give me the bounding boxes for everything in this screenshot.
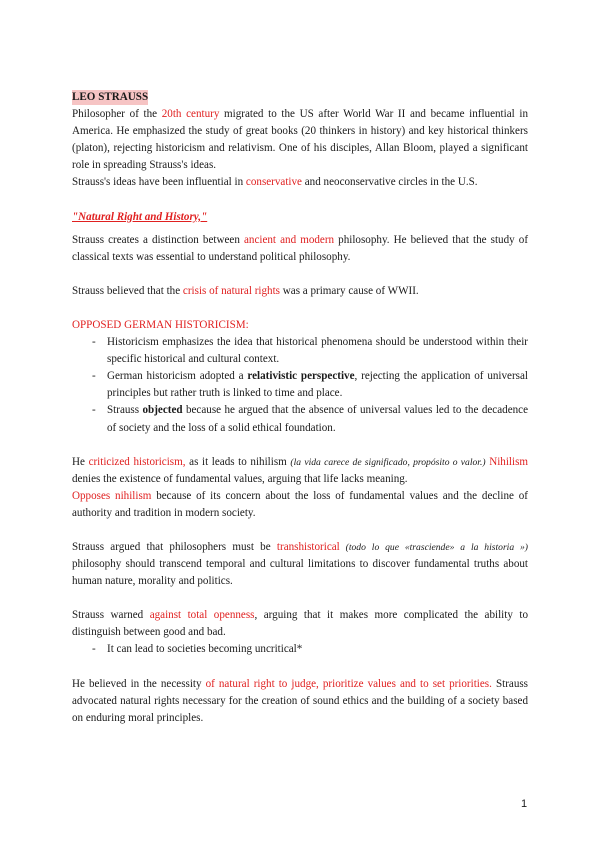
distinction-paragraph: Strauss creates a distinction between ancient and modern philosophy. He believed that the study of classical texts was essential to understand political philosophy. bbox=[72, 233, 529, 263]
book-subtitle: "Natural Right and History," bbox=[72, 210, 208, 223]
highlight-opposes-nihilism: Opposes nihilism bbox=[72, 489, 152, 502]
highlight-ancient-modern: ancient and modern bbox=[243, 233, 335, 246]
highlight-20th-century: 20th century bbox=[161, 108, 220, 121]
historicism-list bbox=[72, 334, 528, 437]
historicism-heading: OPPOSED GERMAN HISTORICISM: bbox=[72, 318, 249, 331]
highlight-criticized: criticized historicism, bbox=[88, 455, 186, 468]
list-item: - It can lead to societies becoming uncritical* bbox=[92, 641, 528, 658]
title-line bbox=[72, 89, 528, 106]
intro-paragraph: Philosopher of the 20th century migrated to the US after World War II and became influential in America. He emphasized the study of great books (20 thinkers in history) and key historical thinkers (platon), rejecting historicism and relativism. One of his disciples, Allan Bloom, played a significant role in spreading Strauss's ideas. bbox=[72, 108, 529, 172]
document-title: LEO STRAUSS bbox=[72, 91, 149, 103]
highlight-transhistorical: transhistorical bbox=[276, 540, 340, 553]
highlight-nihilism: Nihilism bbox=[485, 455, 529, 468]
opposes-nihilism-paragraph: Opposes nihilism because of its concern about the loss of fundamental values and the decline of authority and tradition in modern society. bbox=[72, 489, 528, 519]
nihilism-paragraph: He criticized historicism, as it leads to nihilism (la vida carece de significado, propósito o valor.) Nihilism denies the existence of fundamental values, arguing that life lacks meaning. bbox=[72, 455, 529, 485]
natural-right-paragraph: He believed in the necessity of natural right to judge, prioritize values and to set priorities. Strauss advocated natural rights necessary for the creation of sound ethics and the building of a society based on enduring moral principles. bbox=[72, 677, 529, 724]
highlight-conservative: conservative bbox=[245, 176, 302, 189]
highlight-openness: against total openness bbox=[149, 609, 255, 622]
document-body bbox=[72, 89, 528, 727]
transhistorical-paragraph: Strauss argued that philosophers must be transhistorical (todo lo que «trasciende» a la historia ») philosophy should transcend temporal and cultural limitations to discover fundamental truths about human nature, morality and politics. bbox=[72, 540, 528, 588]
openness-list bbox=[72, 641, 528, 658]
page-number: 1 bbox=[521, 798, 528, 810]
highlight-natural-right: of natural right to judge, prioritize values and to set priorities. bbox=[205, 677, 492, 690]
spanish-note: (la vida carece de significado, propósito o valor.) bbox=[290, 456, 486, 468]
crisis-paragraph: Strauss believed that the crisis of natural rights was a primary cause of WWII. bbox=[72, 284, 419, 297]
openness-paragraph: Strauss warned against total openness, arguing that it makes more complicated the ability to distinguish between good and bad. bbox=[72, 609, 529, 639]
spanish-note: (todo lo que «trasciende» a la historia ») bbox=[339, 541, 528, 553]
influence-paragraph: Strauss's ideas have been influential in conservative and neoconservative circles in the U.S. bbox=[72, 176, 478, 189]
list-item: - Strauss objected because he argued that the absence of universal values led to the decadence of society and the loss of a solid ethical foundation. bbox=[92, 402, 528, 436]
list-item: - Historicism emphasizes the idea that historical phenomena should be understood within their specific historical and cultural context. bbox=[92, 334, 528, 368]
list-item: - German historicism adopted a relativistic perspective, rejecting the application of universal principles but rather truth is linked to time and place. bbox=[92, 368, 528, 402]
highlight-crisis: crisis of natural rights bbox=[182, 284, 280, 297]
